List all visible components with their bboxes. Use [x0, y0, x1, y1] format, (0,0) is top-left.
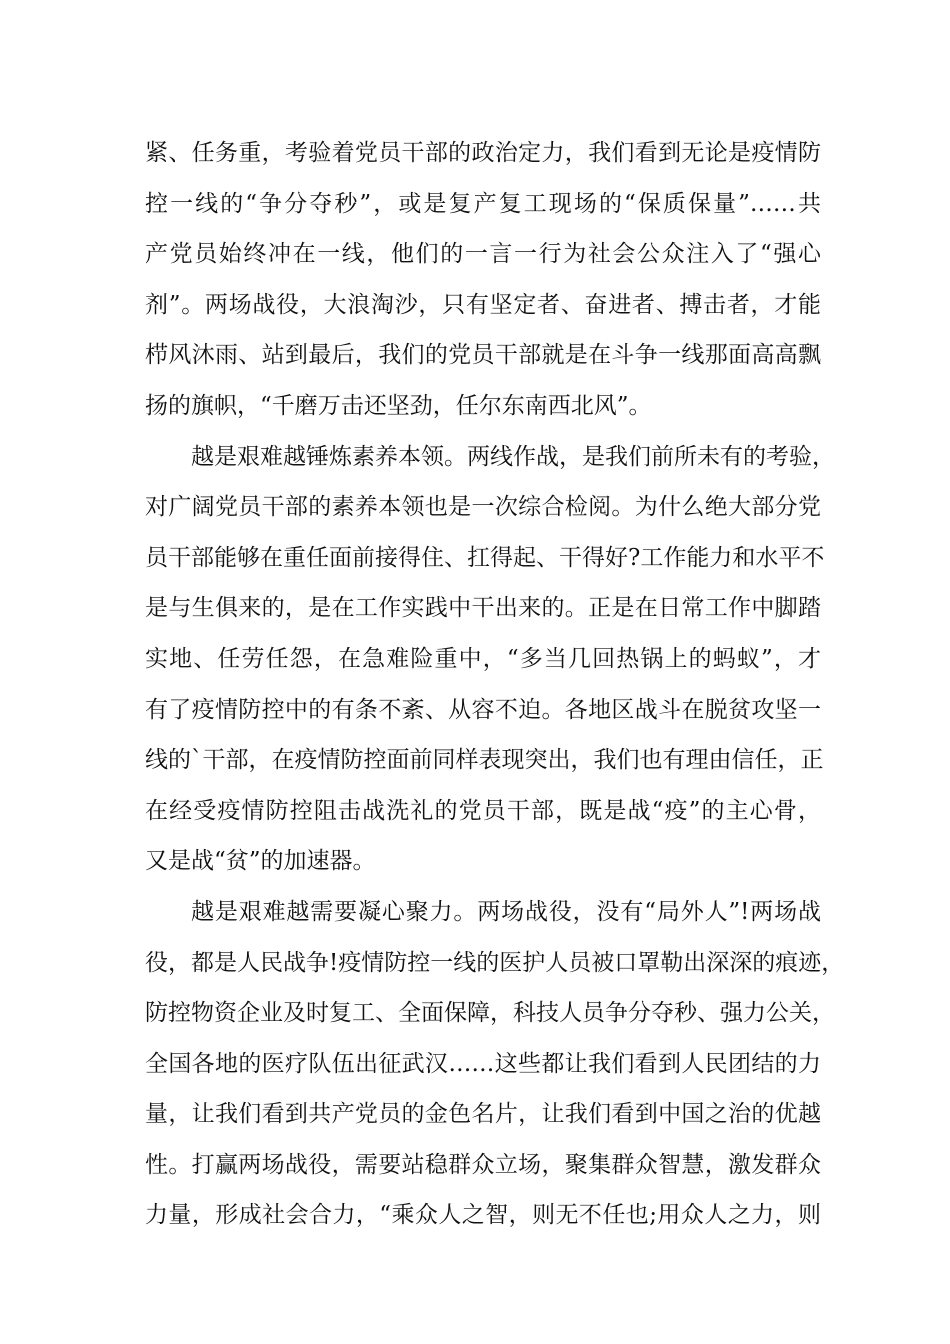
text-line: 在经受疫情防控阻击战洗礼的党员干部，既是战“疫”的主心骨， — [145, 797, 821, 824]
text-line: 有了疫情防控中的有条不紊、从容不迫。各地区战斗在脱贫攻坚一 — [145, 696, 821, 723]
text-line: 线的`干部，在疫情防控面前同样表现突出，我们也有理由信任，正 — [145, 747, 824, 774]
text-line: 力量，形成社会合力，“乘众人之智，则无不任也;用众人之力，则 — [145, 1202, 821, 1229]
text-line: 防控物资企业及时复工、全面保障，科技人员争分夺秒、强力公关， — [145, 1000, 835, 1027]
text-line: 役，都是人民战争!疫情防控一线的医护人员被口罩勒出深深的痕迹， — [145, 949, 845, 976]
text-line: 越是艰难越需要凝心聚力。两场战役，没有“局外人”!两场战 — [191, 898, 821, 925]
paragraph — [145, 432, 835, 887]
text-line: 量，让我们看到共产党员的金色名片，让我们看到中国之治的优越 — [145, 1101, 821, 1128]
paragraph — [145, 887, 845, 1241]
text-line: 剂”。两场战役，大浪淘沙，只有坚定者、奋进者、搏击者，才能 — [145, 291, 821, 318]
text-line: 员干部能够在重任面前接得住、扛得起、干得好?工作能力和水平不 — [145, 544, 825, 571]
text-line: 越是艰难越锤炼素养本领。两线作战，是我们前所未有的考验， — [191, 443, 835, 470]
text-line: 栉风沐雨、站到最后，我们的党员干部就是在斗争一线那面高高飘 — [145, 342, 821, 369]
text-line: 又是战“贫”的加速器。 — [145, 848, 376, 875]
body-text — [145, 128, 845, 1241]
text-line: 产党员始终冲在一线，他们的一言一行为社会公众注入了“强心 — [145, 241, 821, 268]
text-line: 性。打赢两场战役，需要站稳群众立场，聚集群众智慧，激发群众 — [145, 1151, 821, 1178]
text-line: 控一线的“争分夺秒”，或是复产复工现场的“保质保量”……共 — [145, 190, 821, 217]
text-line: 对广阔党员干部的素养本领也是一次综合检阅。为什么绝大部分党 — [145, 494, 821, 521]
text-line: 扬的旗帜，“千磨万击还坚劲，任尔东南西北风”。 — [145, 392, 652, 419]
text-line: 全国各地的医疗队伍出征武汉……这些都让我们看到人民团结的力 — [145, 1050, 821, 1077]
text-line: 是与生俱来的，是在工作实践中干出来的。正是在日常工作中脚踏 — [145, 595, 821, 622]
paragraph — [145, 128, 821, 432]
text-line: 紧、任务重，考验着党员干部的政治定力，我们看到无论是疫情防 — [145, 140, 821, 166]
text-line: 实地、任劳任怨，在急难险重中，“多当几回热锅上的蚂蚁”，才 — [145, 645, 821, 672]
